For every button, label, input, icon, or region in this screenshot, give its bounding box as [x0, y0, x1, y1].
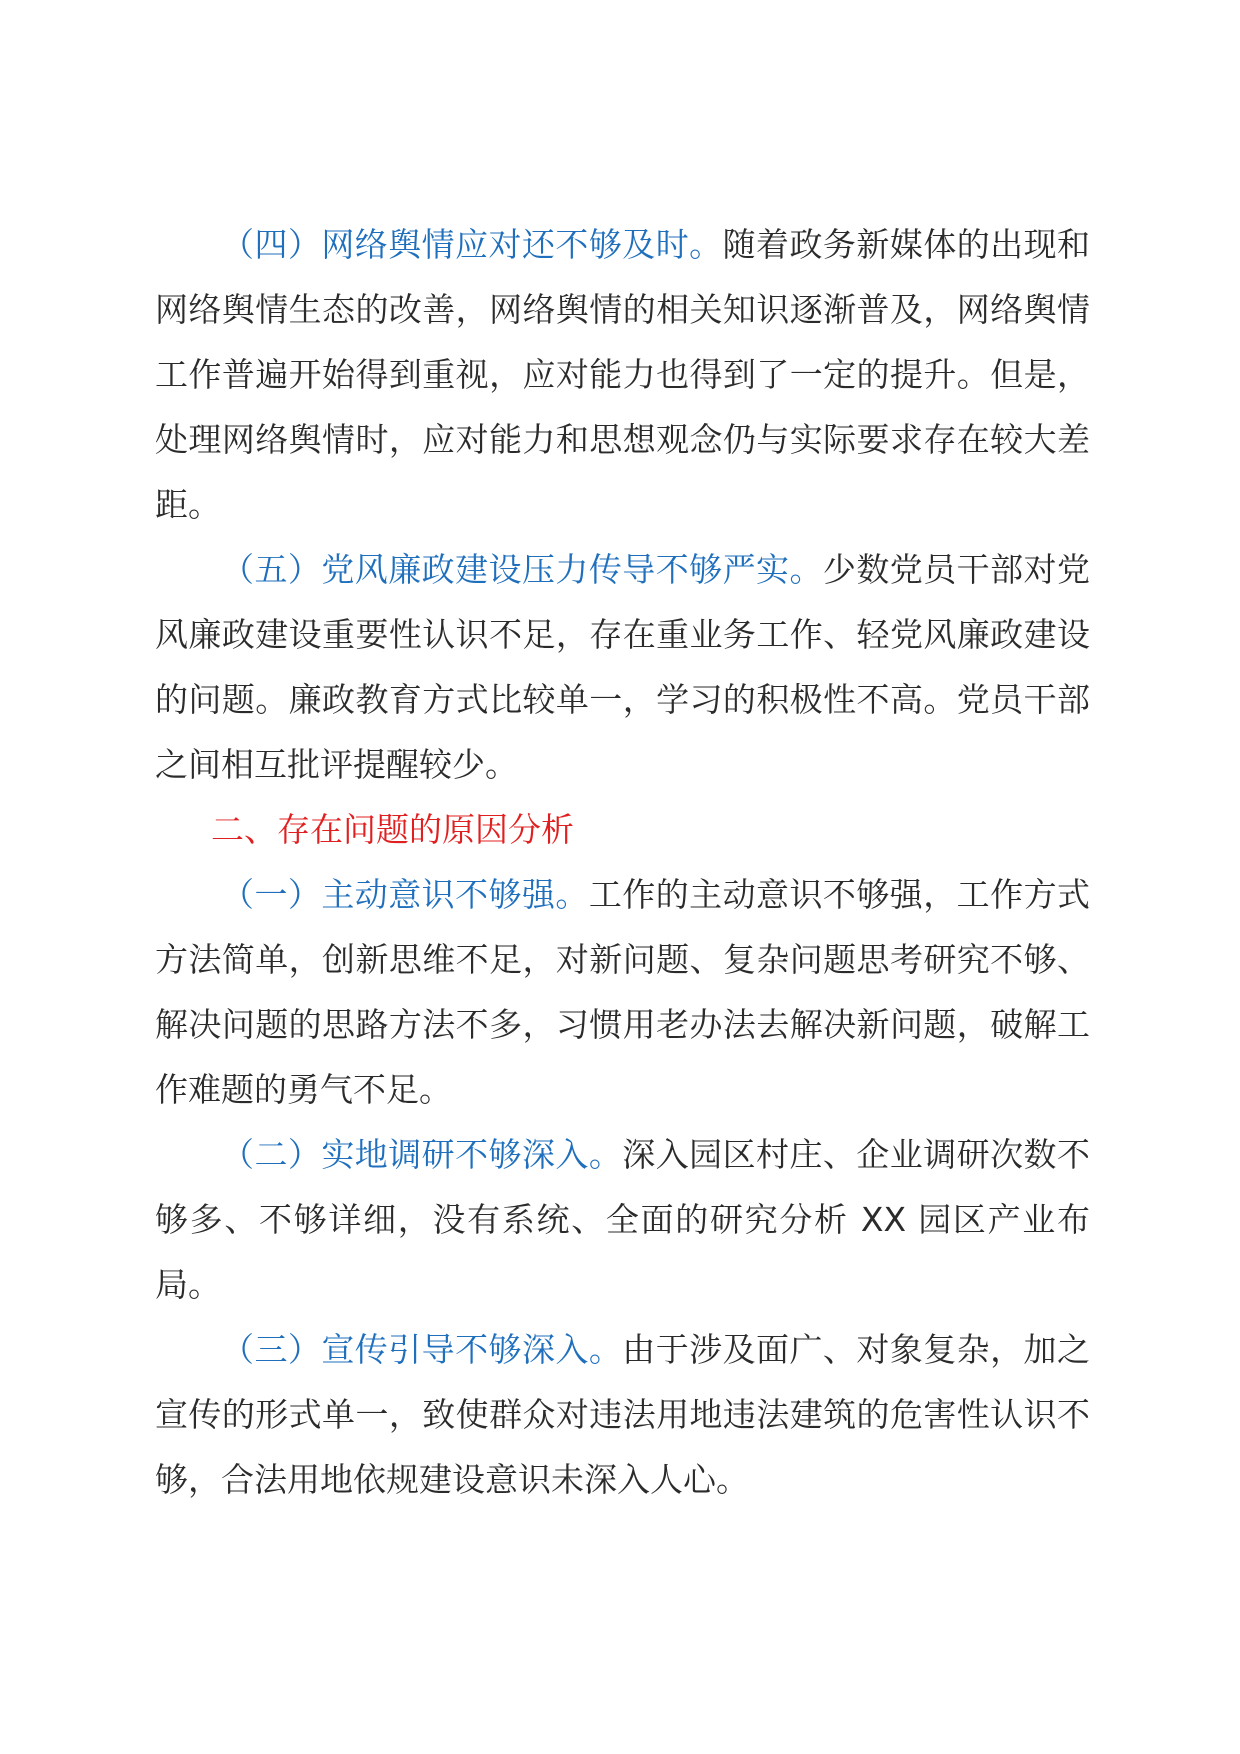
paragraph-publicity — [155, 1317, 1090, 1512]
paragraph-heading: （五）党风廉政建设压力传导不够严实。 — [221, 550, 823, 589]
section-title: 二、存在问题的原因分析 — [211, 810, 574, 849]
paragraph-field-research — [155, 1122, 1090, 1317]
paragraph-text: 工作的主动意识不够强，工作方式方法简单，创新思维不足，对新问题、复杂问题思考研究不够、解决问题的思路方法不多，习惯用老办法去解决新问题，破解工作难题的勇气不足。 — [155, 875, 1091, 1109]
paragraph-heading: （三）宣传引导不够深入。 — [221, 1330, 623, 1369]
paragraph-party-integrity — [155, 537, 1090, 797]
paragraph-text: 少数党员干部对党风廉政建设重要性认识不足，存在重业务工作、轻党风廉政建设的问题。廉政教育方式比较单一，学习的积极性不高。党员干部之间相互批评提醒较少。 — [155, 550, 1091, 784]
paragraph-heading: （四）网络舆情应对还不够及时。 — [221, 225, 723, 264]
paragraph-initiative — [155, 862, 1090, 1122]
paragraph-text: 随着政务新媒体的出现和网络舆情生态的改善，网络舆情的相关知识逐渐普及，网络舆情工作普遍开始得到重视，应对能力也得到了一定的提升。但是，处理网络舆情时，应对能力和思想观念仍与实际要求存在较大差距。 — [155, 225, 1091, 524]
paragraph-heading: （二）实地调研不够深入。 — [221, 1135, 623, 1174]
paragraph-network-opinion — [155, 212, 1090, 537]
paragraph-text: 深入园区村庄、企业调研次数不够多、不够详细，没有系统、全面的研究分析 XX 园区产业布局。 — [155, 1135, 1091, 1304]
paragraph-text: 由于涉及面广、对象复杂，加之宣传的形式单一，致使群众对违法用地违法建筑的危害性认识不够，合法用地依规建设意识未深入人心。 — [155, 1330, 1091, 1499]
paragraph-heading: （一）主动意识不够强。 — [221, 875, 589, 914]
document-body — [155, 212, 1090, 1512]
